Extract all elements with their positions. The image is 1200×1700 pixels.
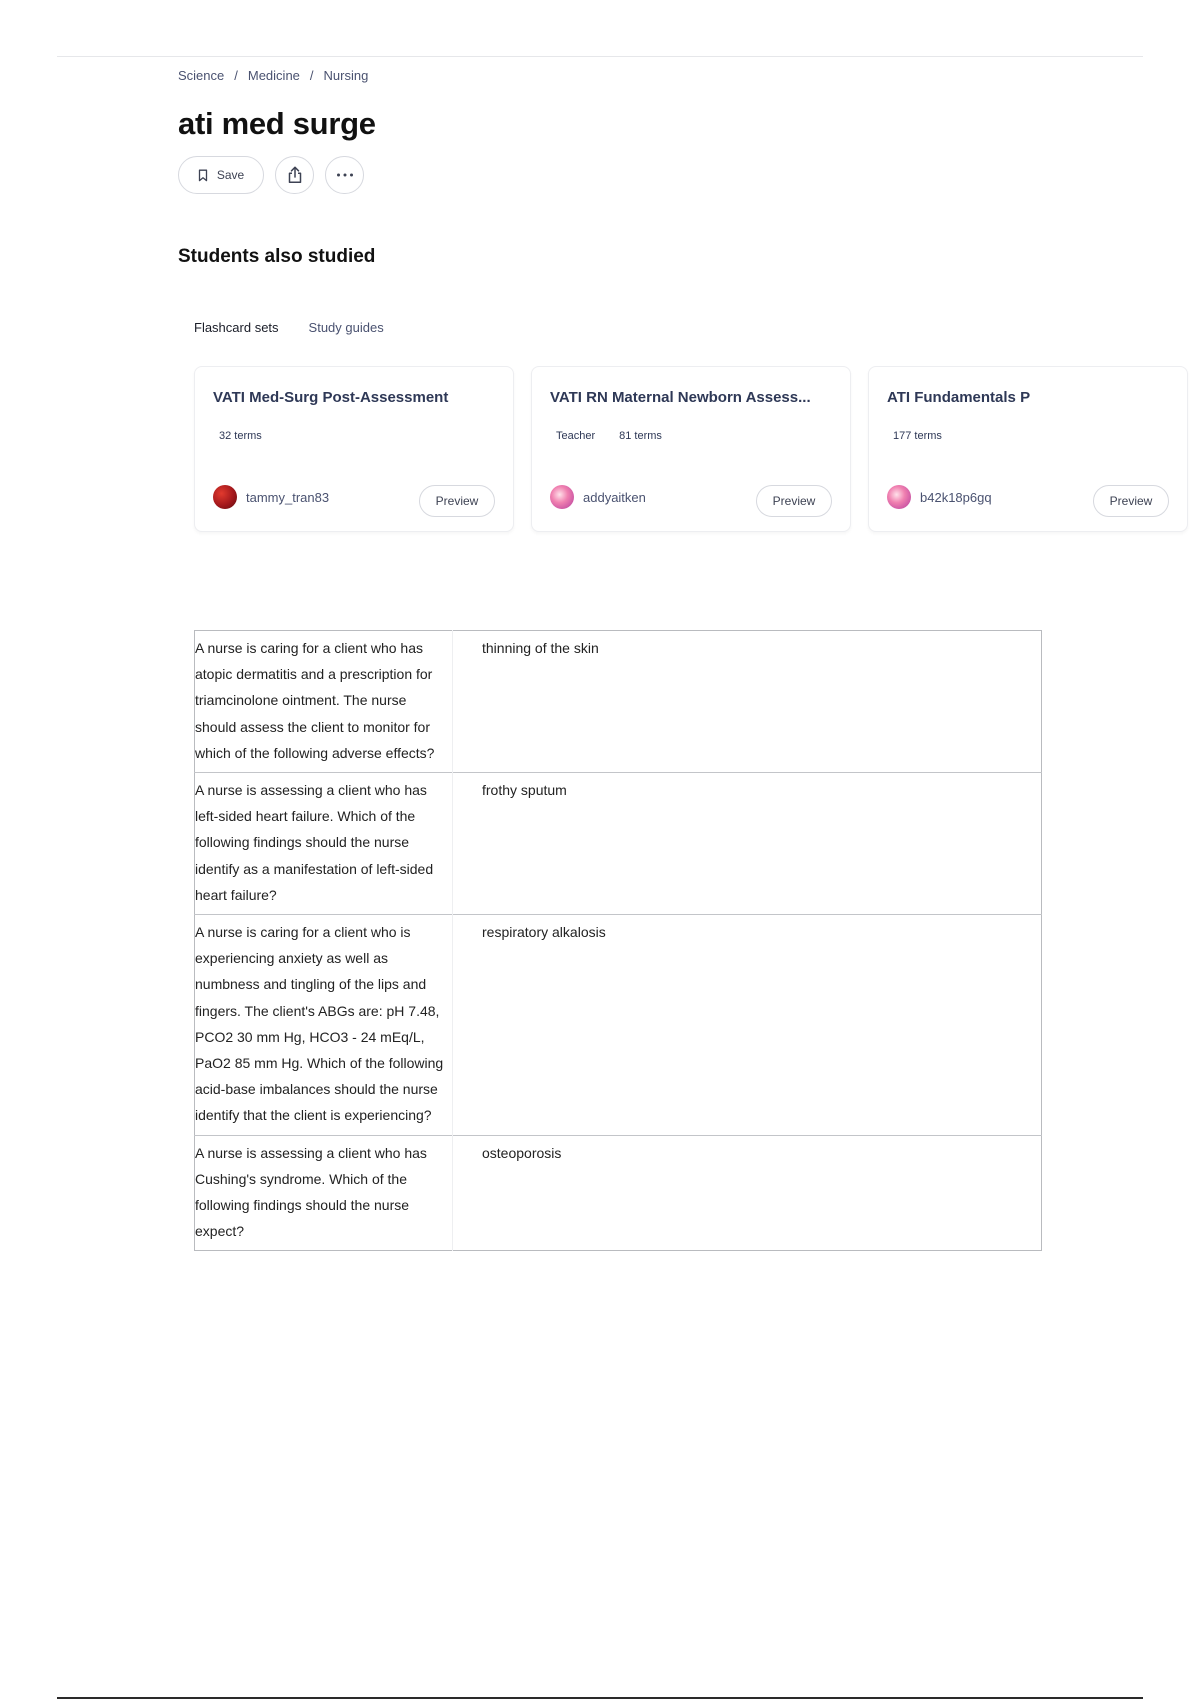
definition-cell: frothy sputum: [453, 773, 1042, 915]
breadcrumb-nursing[interactable]: Nursing: [323, 68, 369, 83]
table-row: [195, 1135, 1042, 1251]
bottom-divider: [57, 1697, 1143, 1699]
breadcrumb-separator: /: [234, 68, 238, 83]
card-username: tammy_tran83: [246, 489, 330, 505]
card-title: ATI Fundamentals P: [887, 389, 1031, 406]
bookmark-icon: [198, 169, 208, 182]
table-row: [195, 631, 1042, 773]
definition-cell: osteoporosis: [453, 1135, 1042, 1251]
card-title: VATI RN Maternal Newborn Assess...: [550, 389, 811, 406]
card-terms-count: 32 terms: [219, 430, 262, 442]
set-actions: [178, 156, 364, 194]
study-set-carousel: [194, 366, 1153, 536]
term-cell: A nurse is assessing a client who has left-sided heart failure. Which of the following findings should the nurse identify as a manifestation of left-sided heart failure?: [195, 773, 453, 915]
study-set-card[interactable]: [194, 366, 514, 532]
definition-cell: thinning of the skin: [482, 640, 599, 656]
study-set-card[interactable]: [531, 366, 851, 532]
card-terms-count: 81 terms: [619, 430, 662, 442]
save-label: Save: [216, 168, 245, 182]
breadcrumb-separator: /: [309, 68, 314, 83]
students-also-studied-heading: Students also studied: [178, 246, 376, 267]
card-title: VATI Med-Surg Post-Assessment: [213, 389, 449, 406]
share-icon: [287, 166, 303, 184]
table-row: [195, 915, 1042, 1136]
tab-study-guides[interactable]: Study guides: [308, 320, 384, 335]
top-divider: [57, 56, 1143, 57]
definition-cell: respiratory alkalosis: [453, 915, 1042, 1136]
avatar: [550, 485, 574, 509]
card-username: addyaitken: [583, 489, 646, 505]
avatar: [887, 485, 911, 509]
share-button[interactable]: [275, 156, 314, 194]
card-meta: [556, 430, 662, 442]
save-button[interactable]: [178, 156, 264, 194]
term-cell: A nurse is assessing a client who has Cushing's syndrome. Which of the following findings should the nurse expect?: [195, 1135, 453, 1251]
card-meta: [219, 430, 262, 442]
card-terms-count: 177 terms: [893, 430, 942, 442]
card-author[interactable]: [550, 485, 646, 509]
preview-button[interactable]: Preview: [1093, 485, 1169, 517]
avatar: [213, 485, 237, 509]
page-title: ati med surge: [178, 106, 376, 141]
teacher-badge: Teacher: [556, 430, 596, 442]
breadcrumb: [178, 68, 368, 83]
tab-flashcard-sets[interactable]: Flashcard sets: [194, 320, 279, 335]
preview-button[interactable]: Preview: [756, 485, 832, 517]
card-username: b42k18p6gq: [920, 489, 992, 505]
table-row: [195, 773, 1042, 915]
study-tabs: [194, 320, 384, 335]
more-icon: [336, 173, 354, 177]
preview-button[interactable]: Preview: [419, 485, 495, 517]
term-cell: A nurse is caring for a client who has atopic dermatitis and a prescription for triamcinolone ointment. The nurse should assess the client to monitor for which of the following adverse effects?: [195, 631, 453, 773]
card-meta: [893, 430, 942, 442]
more-options-button[interactable]: [325, 156, 364, 194]
card-author[interactable]: [887, 485, 992, 509]
card-author[interactable]: [213, 485, 329, 509]
breadcrumb-science[interactable]: Science: [178, 68, 225, 83]
breadcrumb-medicine[interactable]: Medicine: [247, 68, 300, 83]
study-set-card[interactable]: [868, 366, 1188, 532]
terms-table: [194, 630, 1042, 1251]
term-cell: A nurse is caring for a client who is experiencing anxiety as well as numbness and tingling of the lips and fingers. The client's ABGs are: pH 7.48, PCO2 30 mm Hg, HCO3 - 24 mEq/L, PaO2 85 mm Hg. Which of the following acid-base imbalances should the nurse identify that the client is experiencing?: [195, 915, 453, 1136]
